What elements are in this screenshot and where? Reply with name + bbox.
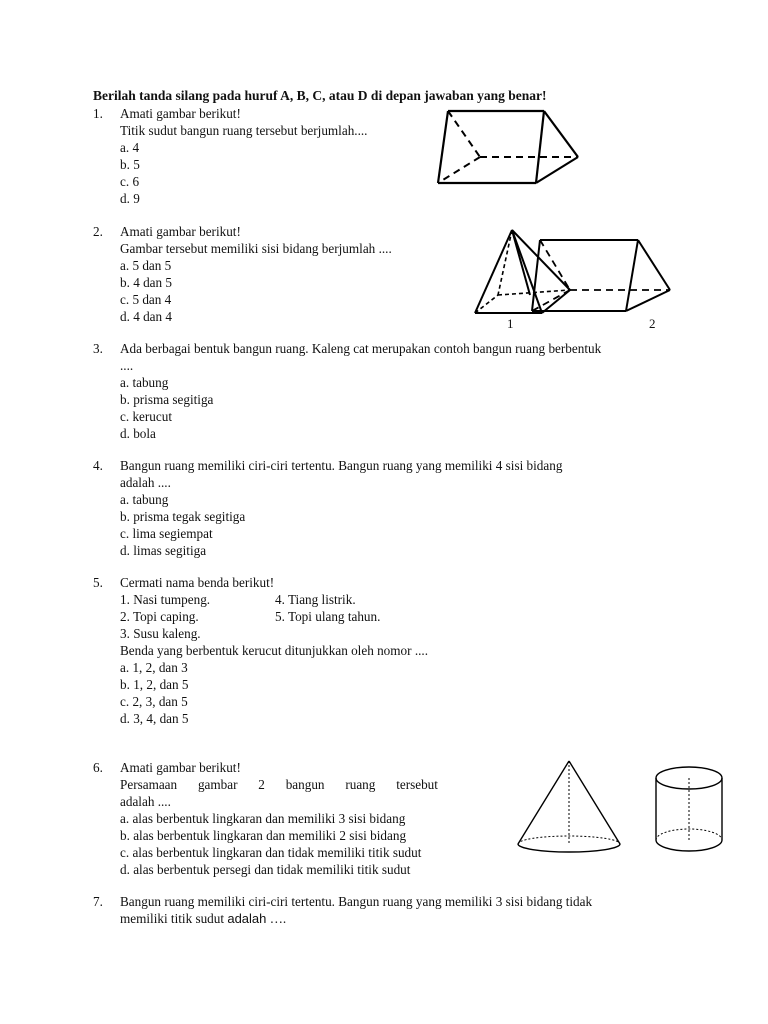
option-b[interactable]: b. 1, 2, dan 5: [120, 677, 189, 692]
question-number: 3.: [93, 341, 103, 356]
question-text: Bangun ruang memiliki ciri-ciri tertentu. Bangun ruang yang memiliki 4 sisi bidang: [120, 458, 563, 473]
item-row: [120, 608, 428, 625]
item-5: 5. Topi ulang tahun.: [275, 609, 381, 624]
option-a[interactable]: a. 4: [120, 140, 140, 155]
word: bangun: [285, 777, 325, 792]
question-text: Gambar tersebut memiliki sisi bidang berjumlah ....: [120, 241, 392, 256]
cylinder-figure: [652, 762, 726, 854]
question-stem: Amati gambar berikut!: [120, 106, 241, 121]
option-b[interactable]: b. 5: [120, 157, 140, 172]
word: 2: [258, 777, 265, 792]
option-a[interactable]: a. tabung: [120, 492, 169, 507]
option-a[interactable]: a. alas berbentuk lingkaran dan memiliki 3 sisi bidang: [120, 811, 406, 826]
question-text: Ada berbagai bentuk bangun ruang. Kaleng cat merupakan contoh bangun ruang berbentuk: [120, 341, 602, 356]
option-b[interactable]: b. prisma tegak segitiga: [120, 509, 246, 524]
word: tersebut: [396, 777, 438, 792]
text-fragment-adalah: adalah: [227, 911, 267, 926]
option-d[interactable]: d. alas berbentuk persegi dan tidak memiliki titik sudut: [120, 862, 411, 877]
question-text-cont: adalah ....: [120, 794, 171, 809]
item-2: 2. Topi caping.: [120, 609, 199, 624]
question-text: Titik sudut bangun ruang tersebut berjumlah....: [120, 123, 368, 138]
triangular-prism-figure: [430, 105, 590, 190]
option-c[interactable]: c. 2, 3, dan 5: [120, 694, 188, 709]
question-stem: Amati gambar berikut!: [120, 760, 241, 775]
question-text: Bangun ruang memiliki ciri-ciri tertentu. Bangun ruang yang memiliki 3 sisi bidang tidak: [120, 894, 593, 909]
option-b[interactable]: b. prisma segitiga: [120, 392, 214, 407]
question-number: 2.: [93, 224, 103, 239]
option-b[interactable]: b. alas berbentuk lingkaran dan memiliki 2 sisi bidang: [120, 828, 407, 843]
option-a[interactable]: a. 1, 2, dan 3: [120, 660, 188, 675]
question-number: 5.: [93, 575, 103, 590]
question-number: 4.: [93, 458, 103, 473]
question-text: [120, 776, 438, 793]
figure-label-1: 1: [507, 316, 514, 331]
text-fragment: memiliki titik sudut: [120, 911, 225, 926]
option-d[interactable]: d. 4 dan 4: [120, 309, 173, 324]
instruction: Berilah tanda silang pada huruf A, B, C, atau D di depan jawaban yang benar!: [93, 88, 547, 103]
figure-label-2: 2: [649, 316, 656, 331]
item-4: 4. Tiang listrik.: [275, 592, 356, 607]
item-3: 3. Susu kaleng.: [120, 626, 201, 641]
question-text-cont: ....: [120, 358, 134, 373]
question-text-cont: adalah ....: [120, 475, 171, 490]
option-a[interactable]: a. tabung: [120, 375, 169, 390]
question-number: 1.: [93, 106, 103, 121]
option-c[interactable]: c. 5 dan 4: [120, 292, 172, 307]
item-1: 1. Nasi tumpeng.: [120, 592, 211, 607]
option-d[interactable]: d. 9: [120, 191, 140, 206]
question-stem: Cermati nama benda berikut!: [120, 575, 275, 590]
option-c[interactable]: c. alas berbentuk lingkaran dan tidak memiliki titik sudut: [120, 845, 422, 860]
question-stem: Amati gambar berikut!: [120, 224, 241, 239]
option-d[interactable]: d. bola: [120, 426, 156, 441]
option-a[interactable]: a. 5 dan 5: [120, 258, 172, 273]
item-row: [120, 591, 428, 608]
cone-figure: [514, 758, 624, 858]
option-b[interactable]: b. 4 dan 5: [120, 275, 173, 290]
option-c[interactable]: c. lima segiempat: [120, 526, 213, 541]
question-text: Benda yang berbentuk kerucut ditunjukkan oleh nomor ....: [120, 643, 429, 658]
option-c[interactable]: c. 6: [120, 174, 140, 189]
word: gambar: [197, 777, 238, 792]
option-d[interactable]: d. 3, 4, dan 5: [120, 711, 189, 726]
option-d[interactable]: d. limas segitiga: [120, 543, 207, 558]
question-number: 6.: [93, 760, 103, 775]
pyramid-and-prism-figure: [470, 225, 675, 320]
word: Persamaan: [120, 777, 178, 792]
word: ruang: [345, 777, 376, 792]
question-text-cont: [120, 910, 592, 927]
question-number: 7.: [93, 894, 103, 909]
text-fragment: ….: [269, 911, 287, 926]
option-c[interactable]: c. kerucut: [120, 409, 172, 424]
